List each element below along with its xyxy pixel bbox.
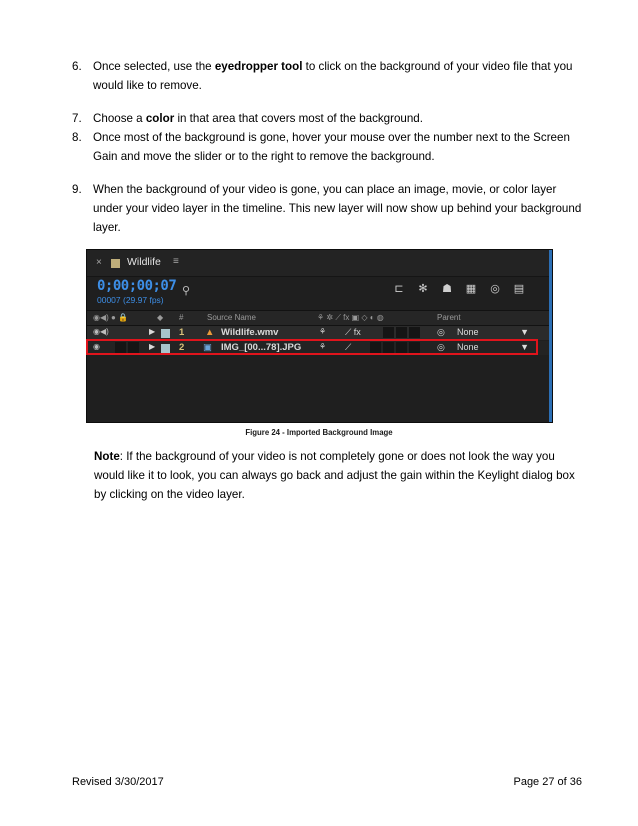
layer-name: IMG_[00...78].JPG: [221, 342, 302, 353]
av-features-icons: ◉◀) ● 🔒: [93, 313, 129, 322]
parent-value: None: [457, 327, 479, 337]
panel-edge: [549, 250, 552, 422]
quality-switch-icon: ⟋: [345, 342, 352, 352]
composition-tab-title: Wildlife: [127, 256, 161, 268]
visibility-icon: ◉◀): [93, 327, 109, 336]
composition-swatch: [111, 259, 120, 268]
figure-caption: Figure 24 - Imported Background Image: [245, 428, 393, 437]
layer-row: [87, 326, 549, 340]
expand-icon: ▶: [149, 342, 156, 351]
frame-blending-icon: ▦: [465, 283, 477, 295]
note-paragraph: [94, 447, 584, 504]
step-text: When the background of your video is gone, you can place an image, movie, or color layer under your video layer in the timeline. This new layer will now show up behind your background layer.: [93, 183, 582, 234]
step-text: Once most of the background is gone, hover your mouse over the number next to the Screen Gain and move the slider or to the right to remove the background.: [93, 131, 570, 163]
shy-switch-icon: ⚘: [319, 327, 327, 336]
step-number: 7.: [72, 112, 82, 125]
frame-count: 00007 (29.97 fps): [97, 295, 164, 305]
menu-icon: ≡: [173, 256, 179, 267]
column-parent: Parent: [437, 313, 461, 322]
parent-dropdown: [457, 327, 535, 339]
step-text-part: to click on the background of your video file that you would like to remove.: [93, 60, 573, 92]
step-text-part: Choose a: [93, 112, 146, 125]
shy-layers-icon: ☗: [442, 283, 452, 295]
switch-cell: [396, 327, 407, 338]
step-bold-term: eyedropper tool: [214, 60, 303, 73]
timeline-toolbar: [392, 282, 526, 295]
step-number: 9.: [72, 183, 82, 196]
step-number: 8.: [72, 131, 82, 144]
step-number: 6.: [72, 60, 82, 73]
parent-value: None: [457, 342, 479, 352]
visibility-icon: ◉: [93, 342, 100, 351]
label-swatch: [161, 329, 170, 338]
draft-3d-icon: ✻: [418, 283, 428, 295]
layer-name: Wildlife.wmv: [221, 327, 279, 338]
chevron-down-icon: ▼: [520, 327, 529, 337]
step-text: [93, 57, 582, 95]
label-icon: ◆: [157, 313, 164, 322]
column-source-name: Source Name: [207, 313, 256, 322]
panel-tab-bar: [87, 250, 549, 277]
step-9: [72, 180, 582, 237]
close-icon: ×: [96, 257, 102, 268]
step-7: [72, 109, 582, 128]
note-label: Note: [94, 450, 120, 463]
motion-blur-icon: ◎: [490, 283, 500, 295]
layer-highlight-box: [86, 339, 538, 355]
column-number: #: [179, 313, 184, 322]
step-text-part: in that area that covers most of the background.: [174, 112, 423, 125]
step-6: [72, 57, 582, 95]
switches-icons: ⚘ ✲ ⟋ fx ▣ ◇ ◐ ◍: [317, 313, 384, 322]
video-layer-icon: ▲: [205, 327, 215, 338]
quality-switch-icon: ⟋ fx: [345, 327, 361, 337]
timeline-screenshot: [86, 249, 553, 423]
timecode: 0;00;00;07: [97, 278, 177, 294]
step-bold-term: color: [145, 112, 175, 125]
step-8: [72, 128, 582, 166]
search-icon: ⚲: [182, 285, 191, 297]
pickwhip-icon: ◎: [437, 327, 445, 337]
layer-column-header: [87, 310, 549, 326]
layer-number: 1: [179, 327, 185, 338]
pickwhip-icon: ◎: [437, 342, 445, 352]
composition-flowchart-icon: ⊏: [394, 283, 404, 295]
switch-cell: [409, 327, 420, 338]
image-layer-icon: ▣: [203, 342, 212, 353]
page-number: Page 27 of 36: [513, 776, 582, 788]
chevron-down-icon: ▼: [520, 342, 529, 352]
step-text-part: Once selected, use the: [93, 60, 215, 73]
graph-editor-icon: ▤: [513, 283, 525, 295]
revision-date: Revised 3/30/2017: [72, 776, 164, 788]
layer-number: 2: [179, 342, 185, 353]
shy-switch-icon: ⚘: [319, 342, 327, 351]
step-text: [93, 109, 582, 128]
expand-icon: ▶: [149, 327, 156, 336]
switch-cell: [383, 327, 394, 338]
note-text: : If the background of your video is not completely gone or does not look the way you would like it to look, you can always go back and adjust the gain within the Keylight dialog box by clicking on the video layer.: [94, 450, 575, 501]
